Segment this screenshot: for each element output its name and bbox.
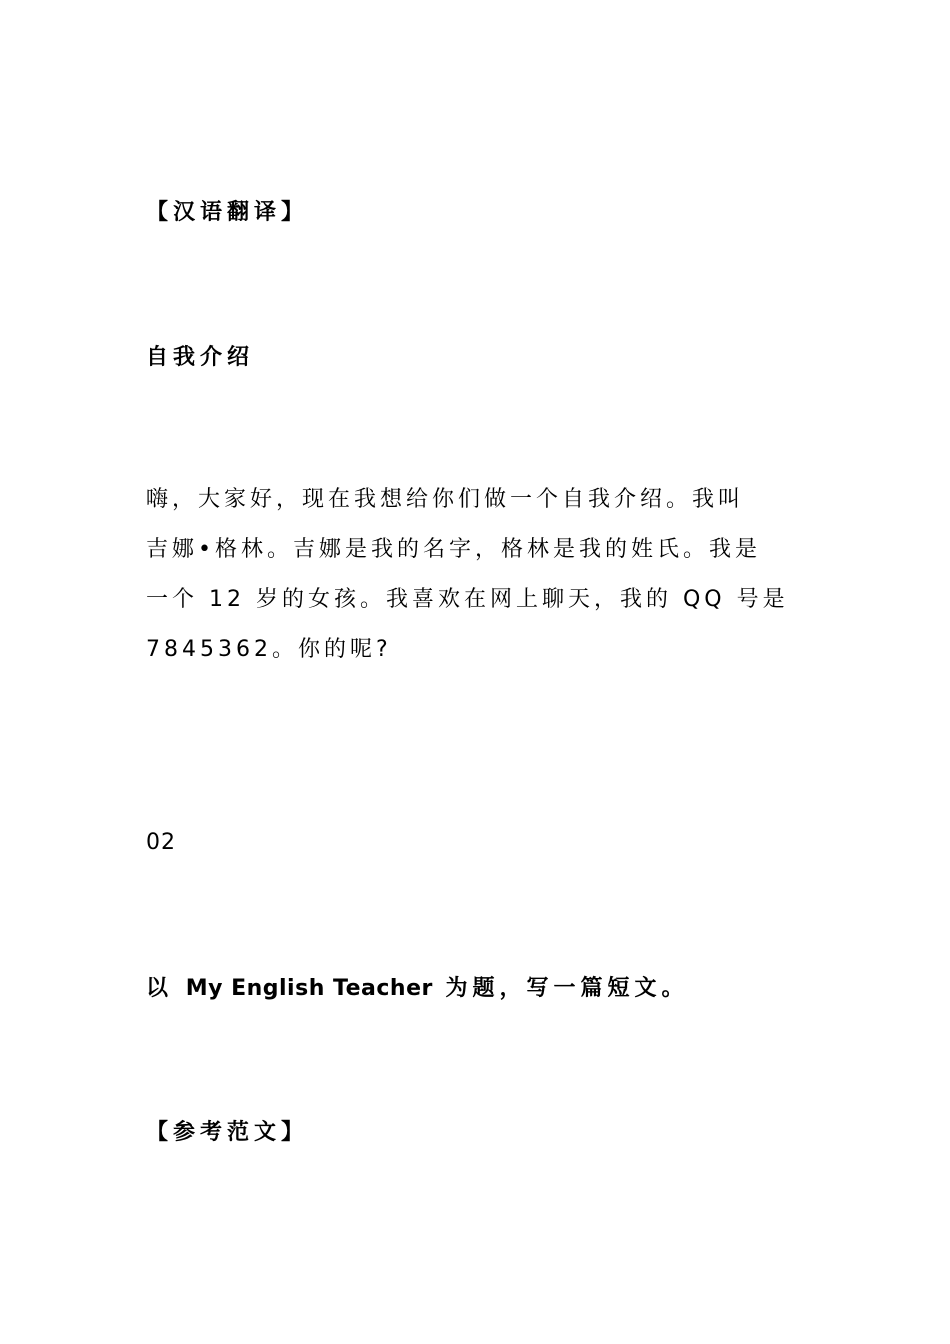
paragraph-line: 一个 12 岁的女孩。我喜欢在网上聊天，我的 QQ 号是 [146,587,789,612]
paragraph-line: 吉娜•格林。吉娜是我的名字，格林是我的姓氏。我是 [146,537,761,562]
task-suffix: 为题，写一篇短文。 [445,976,689,1001]
item-number: 02 [146,830,176,855]
task-prefix: 以 [146,976,174,1001]
passage-paragraph [146,475,811,675]
paragraph-line: 7845362。你的呢? [146,637,392,662]
task-english-title: My English Teacher [185,976,433,1001]
section-heading-reference: 【参考范文】 [146,1120,309,1145]
section-heading-translation: 【汉语翻译】 [146,200,309,225]
writing-task-prompt [146,974,811,1004]
passage-title: 自我介绍 [146,345,255,370]
paragraph-line: 嗨，大家好，现在我想给你们做一个自我介绍。我叫 [146,487,745,512]
